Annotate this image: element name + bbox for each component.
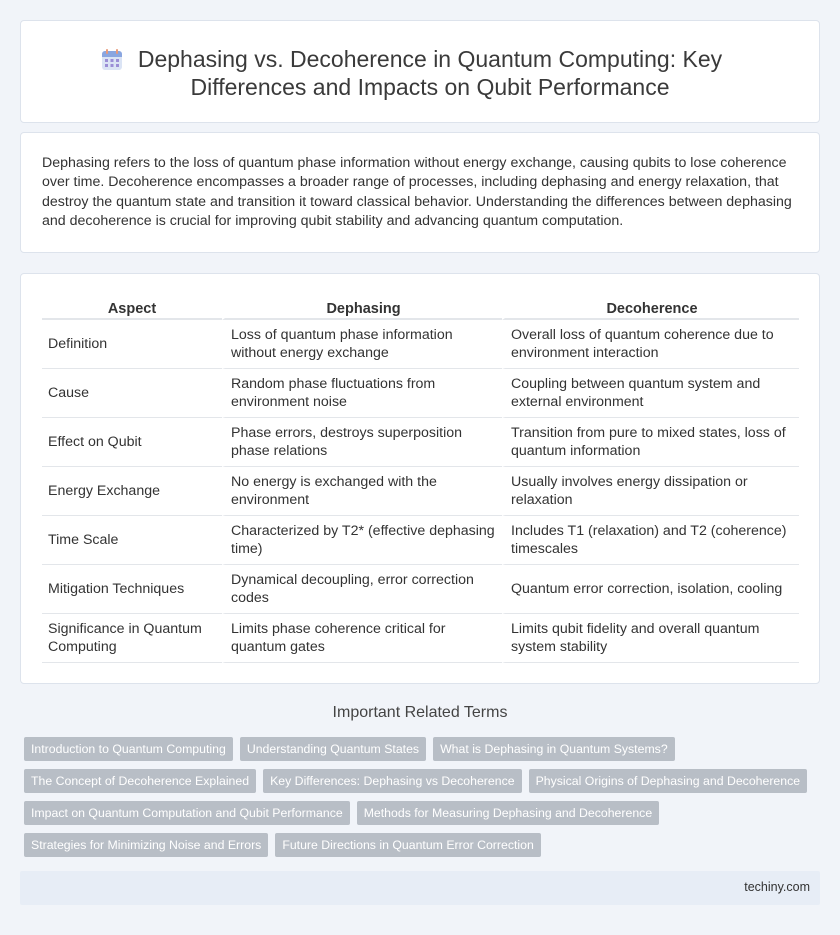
table-cell-aspect: Definition xyxy=(42,320,222,369)
tag-row xyxy=(24,769,814,793)
table-cell-dephasing: Characterized by T2* (effective dephasing time) xyxy=(222,516,502,565)
column-header-aspect: Aspect xyxy=(42,296,222,320)
footer xyxy=(20,871,820,905)
related-term-tag[interactable]: The Concept of Decoherence Explained xyxy=(24,769,256,793)
table-row xyxy=(42,418,799,467)
related-term-tag[interactable]: Methods for Measuring Dephasing and Decoherence xyxy=(357,801,659,825)
column-header-decoherence: Decoherence xyxy=(502,296,799,320)
table-row xyxy=(42,565,799,614)
comparison-table xyxy=(42,296,799,663)
column-header-dephasing: Dephasing xyxy=(222,296,502,320)
footer-site-link[interactable]: techiny.com xyxy=(744,880,810,894)
table-row xyxy=(42,467,799,516)
table-cell-dephasing: Phase errors, destroys superposition phase relations xyxy=(222,418,502,467)
table-cell-aspect: Mitigation Techniques xyxy=(42,565,222,614)
table-row xyxy=(42,516,799,565)
related-term-tag[interactable]: Key Differences: Dephasing vs Decoherence xyxy=(263,769,521,793)
related-term-tag[interactable]: Understanding Quantum States xyxy=(240,737,426,761)
tag-row xyxy=(24,833,814,857)
related-term-tag[interactable]: What is Dephasing in Quantum Systems? xyxy=(433,737,675,761)
intro-card xyxy=(20,132,820,253)
table-cell-aspect: Effect on Qubit xyxy=(42,418,222,467)
related-term-tag[interactable]: Impact on Quantum Computation and Qubit Performance xyxy=(24,801,350,825)
related-term-tag[interactable]: Strategies for Minimizing Noise and Errors xyxy=(24,833,268,857)
table-cell-dephasing: Dynamical decoupling, error correction codes xyxy=(222,565,502,614)
related-term-tag[interactable]: Physical Origins of Dephasing and Decoherence xyxy=(529,769,808,793)
table-header-row xyxy=(42,296,799,320)
table-cell-decoherence: Overall loss of quantum coherence due to environment interaction xyxy=(502,320,799,369)
table-cell-decoherence: Usually involves energy dissipation or relaxation xyxy=(502,467,799,516)
table-cell-dephasing: No energy is exchanged with the environment xyxy=(222,467,502,516)
table-row xyxy=(42,614,799,663)
related-terms-list xyxy=(24,737,814,865)
table-cell-dephasing: Loss of quantum phase information without energy exchange xyxy=(222,320,502,369)
table-cell-aspect: Significance in Quantum Computing xyxy=(42,614,222,663)
table-row xyxy=(42,369,799,418)
table-cell-aspect: Time Scale xyxy=(42,516,222,565)
table-cell-dephasing: Random phase fluctuations from environment noise xyxy=(222,369,502,418)
table-cell-dephasing: Limits phase coherence critical for quantum gates xyxy=(222,614,502,663)
table-cell-decoherence: Coupling between quantum system and external environment xyxy=(502,369,799,418)
related-term-tag[interactable]: Future Directions in Quantum Error Correction xyxy=(275,833,541,857)
comparison-table-card xyxy=(20,273,820,684)
table-cell-aspect: Energy Exchange xyxy=(42,467,222,516)
intro-paragraph: Dephasing refers to the loss of quantum phase information without energy exchange, causing qubits to lose coherence over time. Decoherence encompasses a broader range of processes, including dephasing and energy relaxation, that destroy the quantum state and transition it toward classical behavior. Understanding the differences between dephasing and decoherence is crucial for improving qubit stability and advancing quantum computation. xyxy=(42,155,792,229)
page-title: Dephasing vs. Decoherence in Quantum Computing: Key Differences and Impacts on Qubit Performance xyxy=(137,46,723,100)
title-card xyxy=(20,20,820,123)
tag-row xyxy=(24,737,814,761)
table-cell-decoherence: Quantum error correction, isolation, cooling xyxy=(502,565,799,614)
tag-row xyxy=(24,801,814,825)
table-cell-decoherence: Limits qubit fidelity and overall quantum system stability xyxy=(502,614,799,663)
table-cell-decoherence: Transition from pure to mixed states, loss of quantum information xyxy=(502,418,799,467)
related-term-tag[interactable]: Introduction to Quantum Computing xyxy=(24,737,233,761)
table-cell-aspect: Cause xyxy=(42,369,222,418)
table-row xyxy=(42,320,799,369)
table-cell-decoherence: Includes T1 (relaxation) and T2 (coherence) timescales xyxy=(502,516,799,565)
related-terms-heading: Important Related Terms xyxy=(332,704,508,721)
